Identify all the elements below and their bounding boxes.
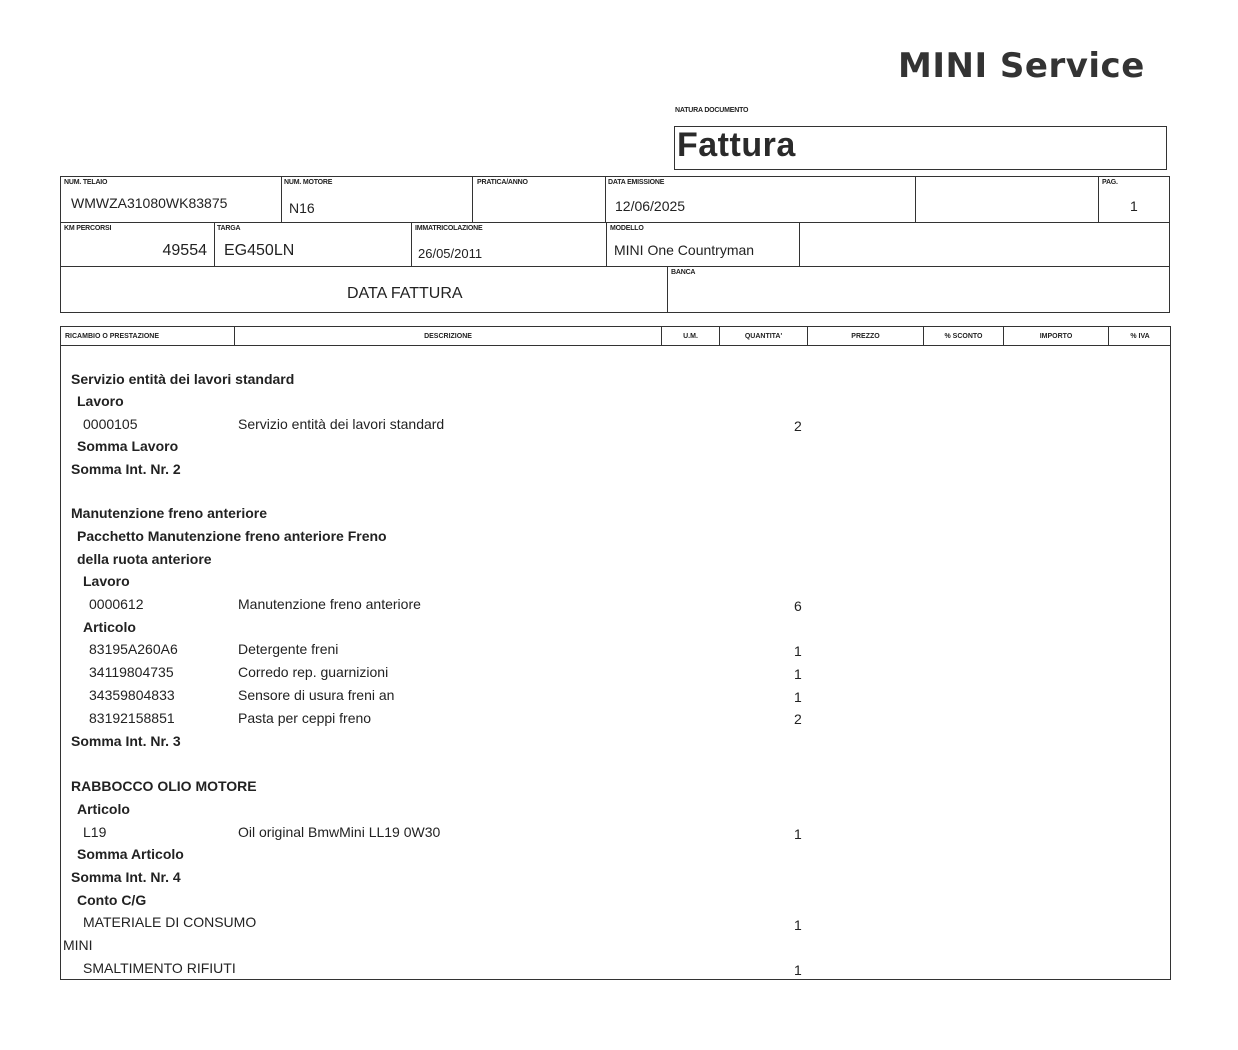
item-code: 34359804833 <box>89 687 175 703</box>
col-header-description: DESCRIZIONE <box>424 332 472 340</box>
km-label: KM PERCORSI <box>64 225 112 232</box>
subtotal-label: Somma Articolo <box>77 846 184 862</box>
item-quantity: 6 <box>794 598 802 614</box>
vehicle-row-3 <box>60 266 1170 313</box>
model-label: MODELLO <box>610 225 644 232</box>
group-label: Articolo <box>77 801 130 817</box>
col-header-um: U.M. <box>683 332 698 340</box>
col-header-discount: % SCONTO <box>944 332 983 340</box>
group-label: Lavoro <box>77 393 124 409</box>
item-code: 0000612 <box>89 596 144 612</box>
item-description: Corredo rep. guarnizioni <box>238 664 389 680</box>
practice-label: PRATICA/ANNO <box>477 179 528 186</box>
item-code: 83192158851 <box>89 710 175 726</box>
item-quantity: 1 <box>794 666 802 682</box>
subtotal-label: Somma Int. Nr. 2 <box>71 461 181 477</box>
group-label: Articolo <box>83 619 136 635</box>
issue-date-label: DATA EMISSIONE <box>608 179 665 186</box>
bank-label: BANCA <box>671 269 696 276</box>
item-brand: MINI <box>63 937 93 953</box>
issue-date-value: 12/06/2025 <box>615 198 686 214</box>
document-type: Fattura <box>677 126 796 164</box>
package-title-cont: della ruota anteriore <box>77 551 212 567</box>
plate-label: TARGA <box>217 225 241 232</box>
col-header-price: PREZZO <box>851 332 880 340</box>
subtotal-label: Somma Lavoro <box>77 438 179 454</box>
item-code: 34119804735 <box>89 664 174 680</box>
engine-value: N16 <box>289 200 315 216</box>
package-title: Pacchetto Manutenzione freno anteriore Freno <box>77 528 387 544</box>
section-title: Manutenzione freno anteriore <box>71 505 268 521</box>
page-label: PAG. <box>1102 179 1118 186</box>
item-quantity: 2 <box>794 711 802 727</box>
plate-value: EG450LN <box>224 242 295 259</box>
invoice-date-title: DATA FATTURA <box>347 285 463 302</box>
items-table <box>60 326 1171 980</box>
subtotal-label: Somma Int. Nr. 4 <box>71 869 181 885</box>
vehicle-row-1 <box>60 176 1170 223</box>
brand-title: MINI Service <box>898 46 1145 86</box>
item-description: Pasta per ceppi freno <box>238 710 372 726</box>
item-description: Manutenzione freno anteriore <box>238 596 421 612</box>
col-header-qty: QUANTITA' <box>744 332 783 340</box>
item-code: 83195A260A6 <box>89 641 178 657</box>
item-quantity: 2 <box>794 418 802 434</box>
model-value: MINI One Countryman <box>614 242 755 258</box>
col-header-part: RICAMBIO O PRESTAZIONE <box>65 332 159 340</box>
page-value: 1 <box>1130 198 1138 214</box>
item-quantity: 1 <box>794 917 802 933</box>
item-quantity: 1 <box>794 689 802 705</box>
document-type-label: NATURA DOCUMENTO <box>675 107 749 114</box>
item-code: L19 <box>83 824 107 840</box>
engine-label: NUM. MOTORE <box>284 179 333 186</box>
item-code: MATERIALE DI CONSUMO <box>83 914 257 930</box>
item-quantity: 1 <box>794 826 802 842</box>
registration-label: IMMATRICOLAZIONE <box>415 225 483 232</box>
km-value: 49554 <box>162 242 207 259</box>
col-header-amount: IMPORTO <box>1039 332 1073 340</box>
item-description: Detergente freni <box>238 641 339 657</box>
item-description: Servizio entità dei lavori standard <box>238 416 445 432</box>
item-quantity: 1 <box>794 962 802 978</box>
subtotal-label: Somma Int. Nr. 3 <box>71 733 181 749</box>
group-label: Lavoro <box>83 573 130 589</box>
chassis-label: NUM. TELAIO <box>64 179 108 186</box>
item-quantity: 1 <box>794 643 802 659</box>
col-header-vat: % IVA <box>1130 332 1150 340</box>
section-title: Servizio entità dei lavori standard <box>71 371 295 387</box>
item-description: Sensore di usura freni an <box>238 687 395 703</box>
item-code: 0000105 <box>83 416 138 432</box>
item-code: SMALTIMENTO RIFIUTI <box>83 960 236 976</box>
registration-value: 26/05/2011 <box>418 246 483 261</box>
vehicle-row-2 <box>60 222 1170 267</box>
chassis-value: WMWZA31080WK83875 <box>71 195 228 211</box>
item-description: Oil original BmwMini LL19 0W30 <box>238 824 441 840</box>
section-title: RABBOCCO OLIO MOTORE <box>71 778 257 794</box>
group-label: Conto C/G <box>77 892 147 908</box>
